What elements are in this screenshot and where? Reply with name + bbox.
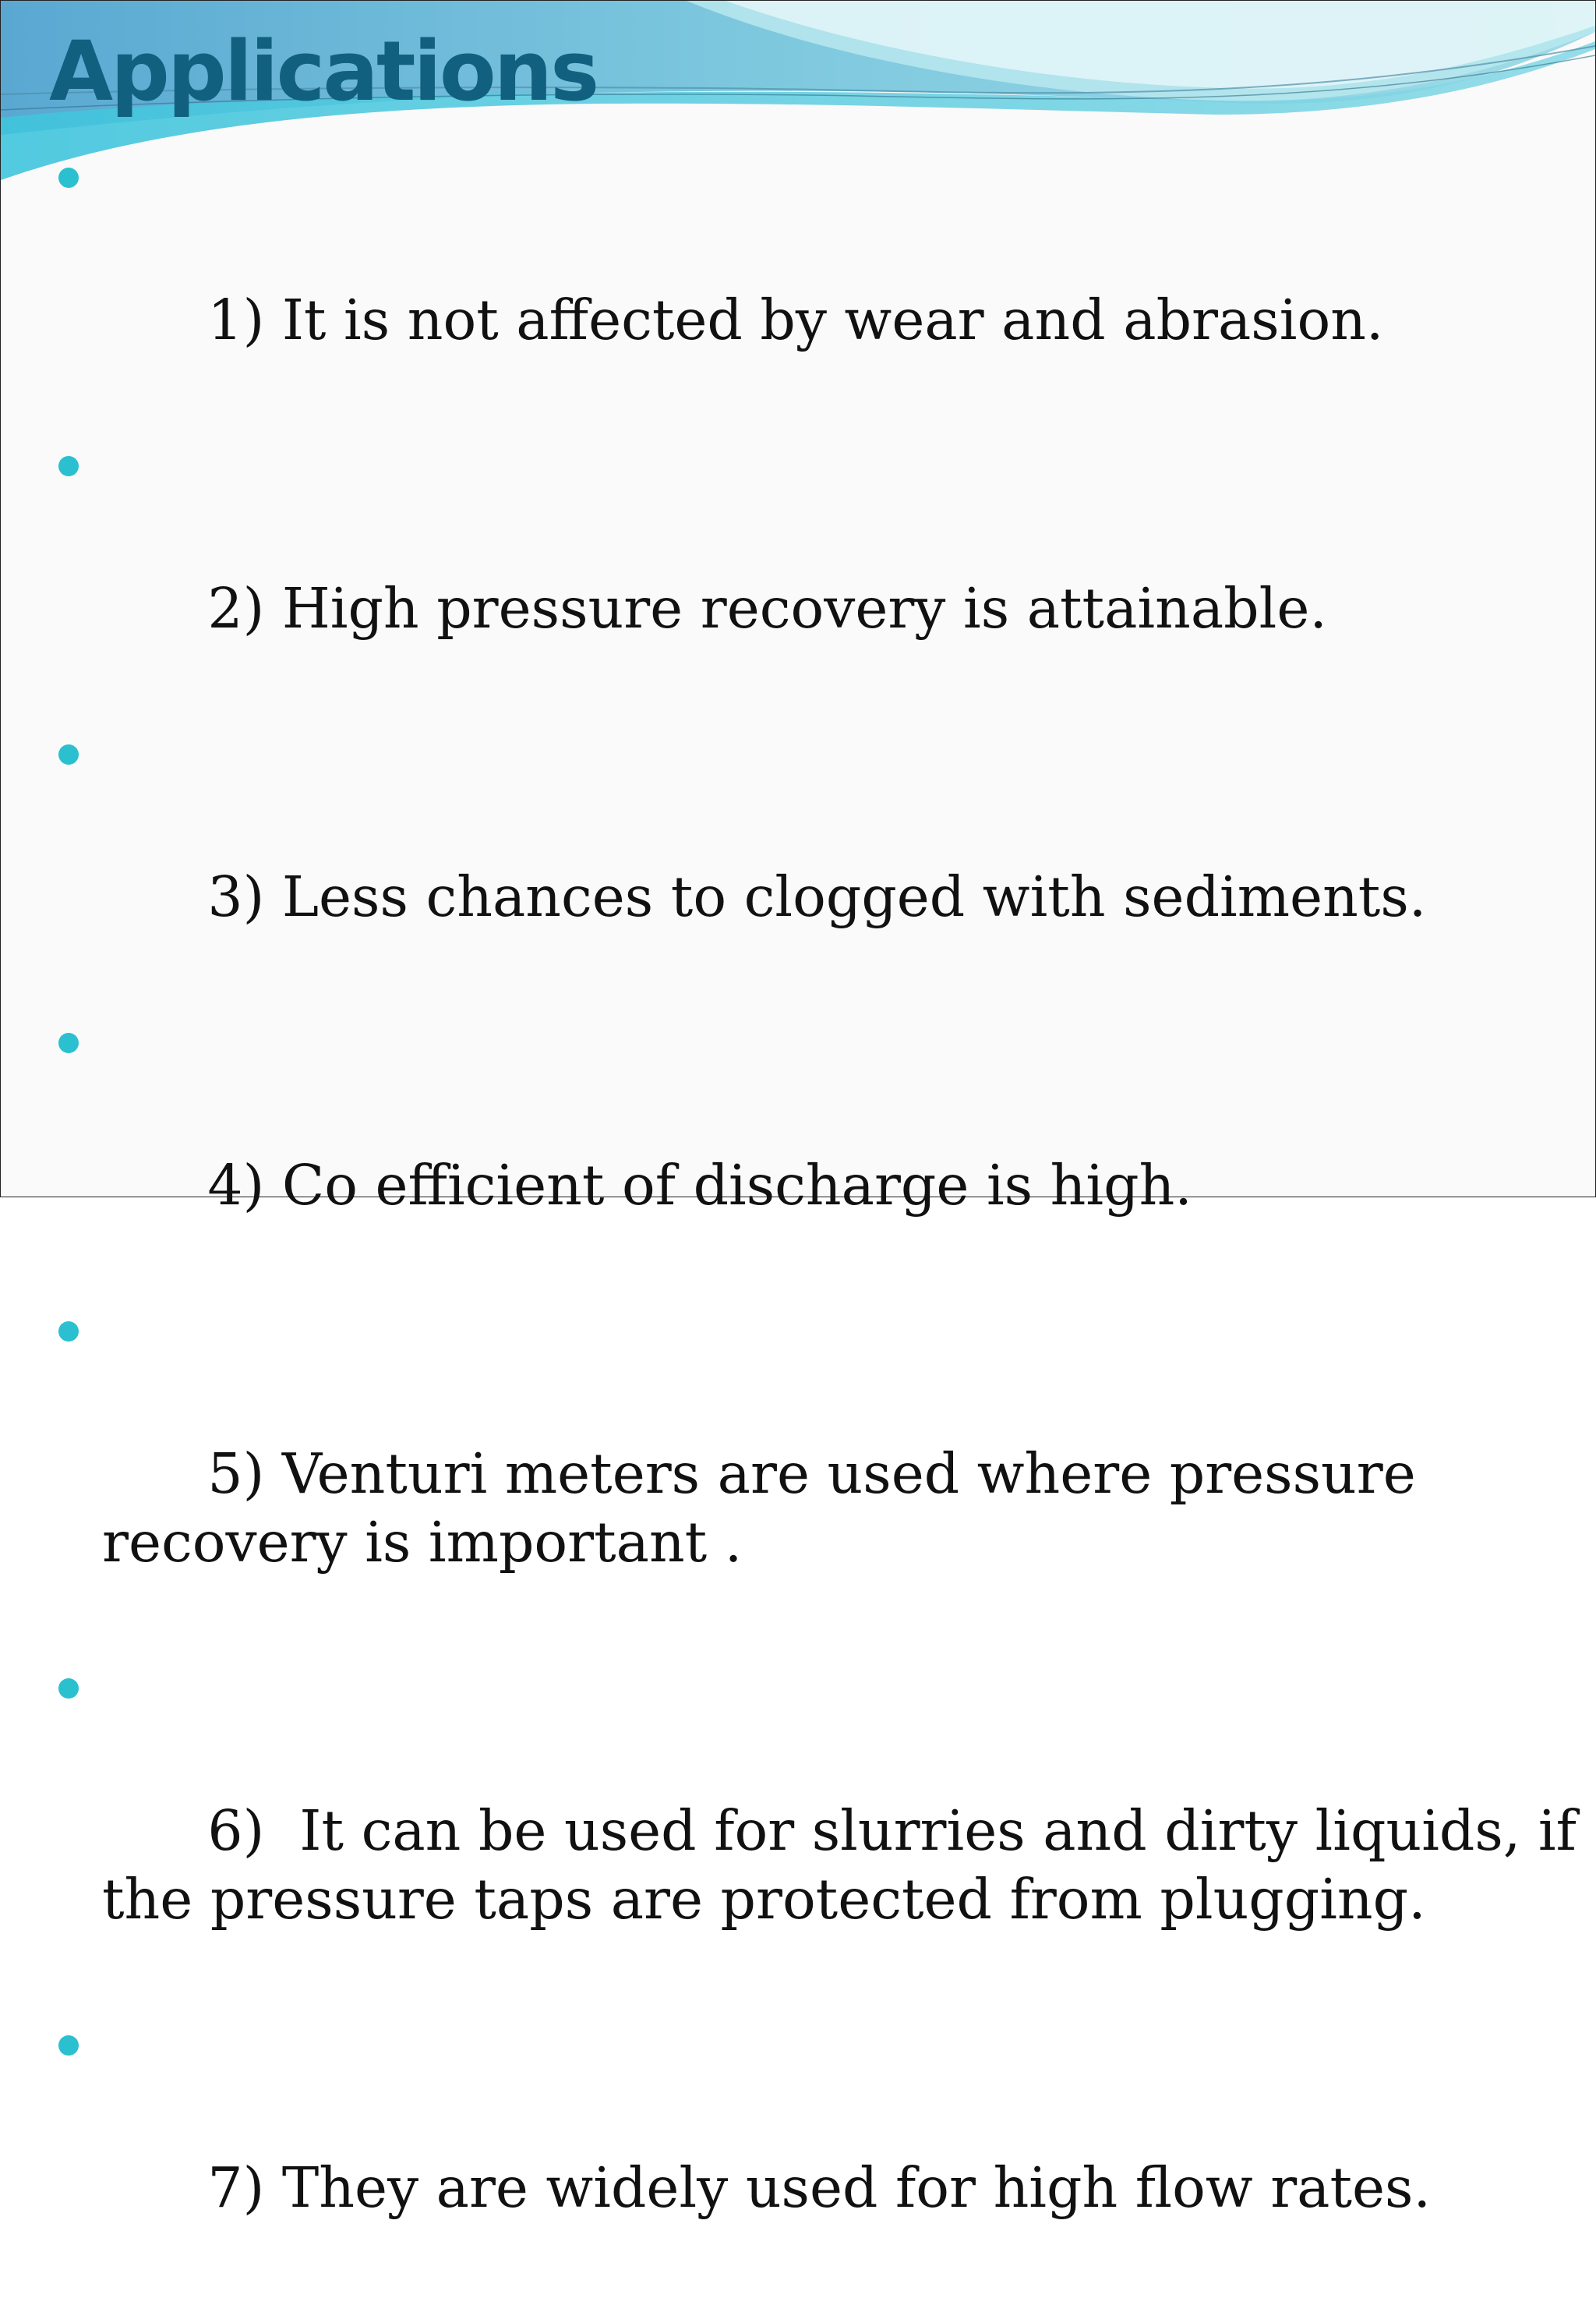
bullet-text: 2) High pressure recovery is attainable. xyxy=(207,576,1327,641)
bullet-text: 6) It can be used for slurries and dirty liquids, if the pressure taps are protected from plugging. xyxy=(102,1798,1594,1932)
bullet-text: 3) Less chances to clogged with sediments. xyxy=(207,864,1427,929)
bullet-text: 5) Venturi meters are used where pressure recovery is important . xyxy=(102,1441,1434,1575)
list-item xyxy=(1,1303,1595,1646)
bullet-text: 4) Co efficient of discharge is high. xyxy=(207,1153,1192,1218)
bullet-dot-icon xyxy=(58,168,79,188)
list-item xyxy=(1,1014,1595,1289)
bullet-dot-icon xyxy=(58,456,79,476)
bullet-text: 7) They are widely used for high flow rates. xyxy=(207,2155,1432,2220)
list-item xyxy=(1,149,1595,423)
bullet-text: 1) It is not affected by wear and abrasion. xyxy=(207,288,1384,352)
list-item xyxy=(1,1660,1595,2003)
list-item xyxy=(1,2017,1595,2291)
slide-title: Applications xyxy=(49,23,598,119)
bullet-list xyxy=(1,149,1595,2305)
bullet-dot-icon xyxy=(58,1678,79,1699)
bullet-dot-icon xyxy=(58,744,79,765)
list-item xyxy=(1,437,1595,712)
list-item xyxy=(1,726,1595,1000)
bullet-dot-icon xyxy=(58,2035,79,2056)
bullet-dot-icon xyxy=(58,1033,79,1053)
bullet-dot-icon xyxy=(58,1321,79,1342)
